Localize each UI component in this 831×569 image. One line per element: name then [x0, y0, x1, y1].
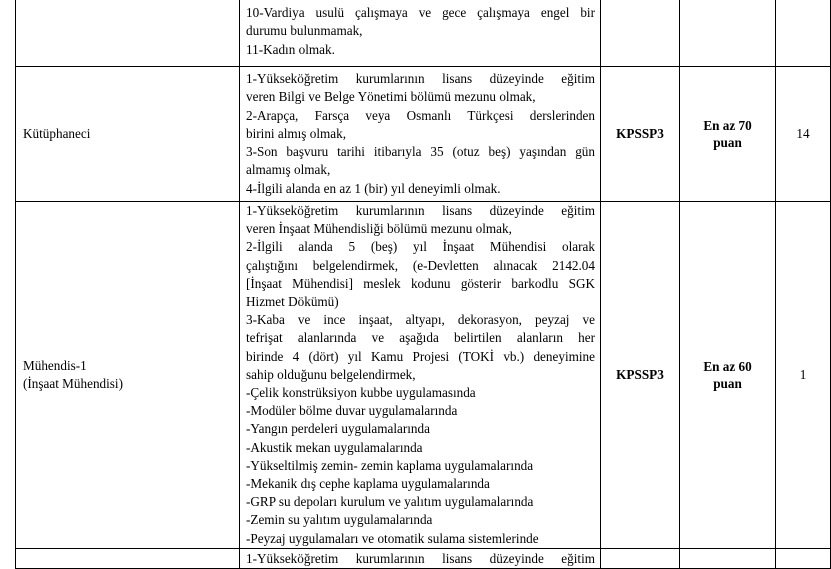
exam-cell [601, 0, 680, 67]
criteria-line: durumu bulunmamak, [246, 23, 363, 39]
criteria-cell [240, 0, 601, 67]
criteria-line: 2-Arapça, Farsça veya Osmanlı Türkçesi derslerinden [246, 107, 595, 123]
criteria-line: 1-Yükseköğretim kurumlarının lisans düzeyinde eğitim [246, 550, 595, 566]
position-cell [16, 67, 240, 202]
criteria-cell [240, 548, 601, 568]
position-title: Mühendis-1 [23, 357, 87, 373]
criteria-line: 4-İlgili alanda en az 1 (bir) yıl deneyimli olmak. [246, 180, 501, 196]
table-row [16, 0, 831, 67]
criteria-line: 3-Son başvuru tarihi itibarıyla 35 (otuz beş) yaşından gün [246, 144, 595, 160]
min-score-cell [680, 548, 776, 568]
position-cell [16, 202, 240, 549]
criteria-line: veren İnşaat Mühendisliği bölümü mezunu olmak, [246, 221, 512, 237]
count-cell: 1 [776, 202, 831, 549]
count-cell [776, 548, 831, 568]
exam-cell: KPSSP3 [601, 202, 680, 549]
criteria-cell [240, 67, 601, 202]
criteria-line: -Çelik konstrüksiyon kubbe uygulamasında [246, 385, 476, 401]
criteria-line: -Zemin su yalıtım uygulamalarında [246, 512, 433, 528]
job-requirements-table [15, 0, 831, 569]
position-subtitle: (İnşaat Mühendisi) [23, 375, 123, 391]
criteria-cell [240, 202, 601, 549]
table-row [16, 67, 831, 202]
min-score-cell [680, 202, 776, 549]
position-cell [16, 548, 240, 568]
criteria-line: 1-Yükseköğretim kurumlarının lisans düzeyinde eğitim [246, 71, 595, 87]
position-cell [16, 0, 240, 67]
exam-cell [601, 548, 680, 568]
criteria-line: birinde 4 (dört) yıl Kamu Projesi (TOKİ vb.) deneyimine [246, 348, 595, 364]
position-title: Kütüphaneci [23, 125, 91, 141]
criteria-line: veren Bilgi ve Belge Yönetimi bölümü mezunu olmak, [246, 89, 536, 105]
criteria-line: 11-Kadın olmak. [246, 41, 335, 57]
table-row [16, 202, 831, 549]
criteria-line: çalıştığını belgelendirmek, (e-Devletten alınacak 2142.04 [246, 257, 595, 273]
criteria-line: 2-İlgili alanda 5 (beş) yıl İnşaat Mühendisi olarak [246, 239, 595, 255]
min-score-cell [680, 67, 776, 202]
criteria-line: -Modüler bölme duvar uygulamalarında [246, 403, 458, 419]
count-cell [776, 0, 831, 67]
criteria-line: Hizmet Dökümü) [246, 294, 339, 310]
criteria-line: 3-Kaba ve ince inşaat, altyapı, dekorasyon, peyzaj ve [246, 312, 595, 328]
criteria-line: tefrişat alanlarında ve aşağıda belirtilen alanların her [246, 330, 595, 346]
table-row [16, 548, 831, 568]
min-score-line: puan [713, 135, 742, 150]
min-score-line: En az 70 [703, 118, 752, 133]
criteria-line: sahip olduğunu belgelendirmek, [246, 366, 416, 382]
criteria-line: 10-Vardiya usulü çalışmaya ve gece çalışmaya engel bir [246, 5, 595, 21]
exam-cell: KPSSP3 [601, 67, 680, 202]
count-cell: 14 [776, 67, 831, 202]
criteria-line: -Akustik mekan uygulamalarında [246, 439, 423, 455]
min-score-line: puan [713, 375, 742, 391]
criteria-line: [İnşaat Mühendisi] meslek kodunu gösterir barkodlu SGK [246, 275, 595, 291]
criteria-line: -Yangın perdeleri uygulamalarında [246, 421, 430, 437]
criteria-line: -Yükseltilmiş zemin- zemin kaplama uygulamalarında [246, 457, 534, 473]
min-score-line: En az 60 [703, 358, 752, 374]
criteria-line: -Peyzaj uygulamaları ve otomatik sulama sistemlerinde [246, 530, 539, 546]
criteria-line: -GRP su depoları kurulum ve yalıtım uygulamalarında [246, 494, 534, 510]
criteria-line: birini almış olmak, [246, 125, 346, 141]
criteria-line: 1-Yükseköğretim kurumlarının lisans düzeyinde eğitim [246, 203, 595, 218]
criteria-line: -Mekanik dış cephe kaplama uygulamalarında [246, 476, 490, 492]
criteria-line: almamış olmak, [246, 162, 331, 178]
min-score-cell [680, 0, 776, 67]
